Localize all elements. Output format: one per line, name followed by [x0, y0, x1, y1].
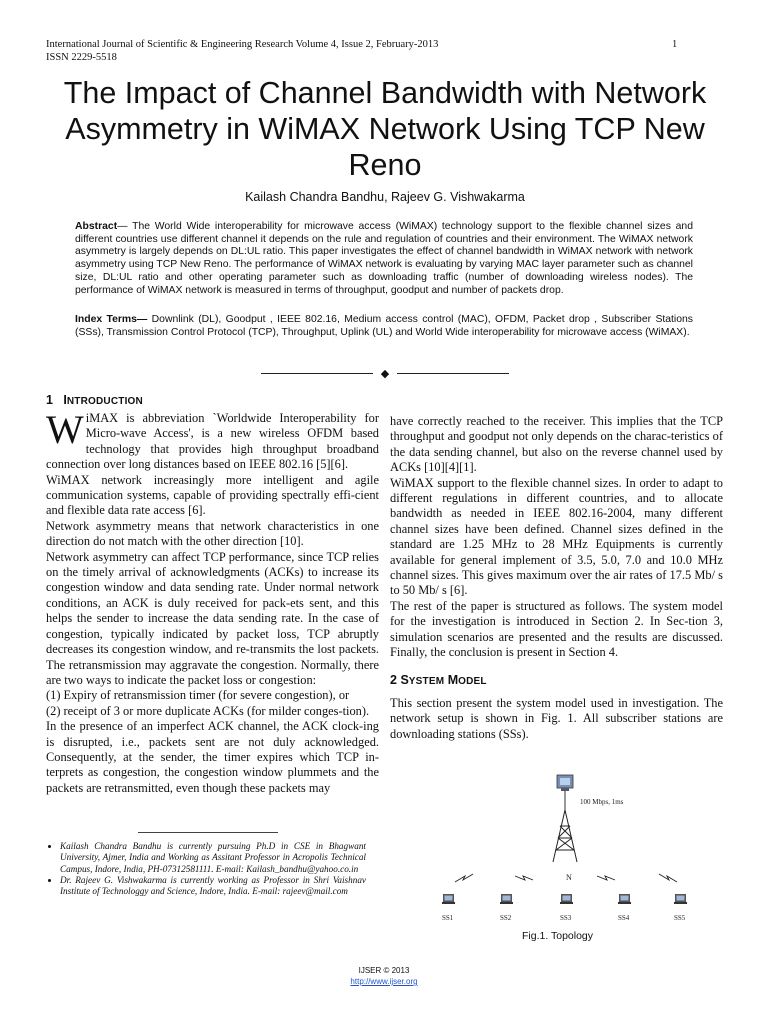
intro-paragraph-2: WiMAX network increasingly more intelligent and agile communication systems, capable of providing spectrally effi-cient and flexible data rate access [6]. [46, 472, 379, 518]
section-rest: ODEL [458, 676, 487, 687]
journal-header: International Journal of Scientific & Engineering Research Volume 4, Issue 2, February-2013 [46, 39, 439, 50]
abstract-lead: Abstract [75, 221, 118, 232]
intro-paragraph-8: have correctly reached to the receiver. This implies that the TCP throughput and goodput not only depends on the charac-teristics of the data sending channel, but also on the reverse channel used by ACKs [10][4][1]. [390, 414, 723, 475]
section-heading-system-model [390, 673, 487, 687]
intro-paragraph-4: Network asymmetry can affect TCP performance, since TCP relies on the timely arrival of acknowledgments (ACKs) to increase its congestion window and data sending rate. Under normal network conditions, an ACK is duly received for pack-ets sent, and this helps the sender to increase the data sending rate. In the case of congestion, typically indicated by packet loss, TCP abruptly decreases its congestion window, and re-transmits the lost packets. The retransmission may aggravate the congestion. Normally, there are two ways to indicate the packet loss or congestion: [46, 549, 379, 687]
link-label: 100 Mbps, 1ms [580, 798, 624, 806]
intro-paragraph-5: (1) Expiry of retransmission timer (for severe congestion), or [46, 688, 350, 703]
server-icon [557, 775, 573, 791]
index-terms-text: Downlink (DL), Goodput , IEEE 802.16, Medium access control (MAC), OFDM, Packet drop , Subscriber Stations (SSs), Transmission Control Protocol (TCP), Throughput, Uplink (UL) and World Wide interoperability for microwave access (WiMAX). [75, 314, 693, 338]
section-initial: I [63, 393, 67, 407]
intro-paragraph-3: Network asymmetry means that network characteristics in one direction do not match with the other direction [10]. [46, 518, 379, 549]
right-column-text [390, 414, 723, 661]
subscriber-station-icons [442, 894, 687, 904]
footnote-rule [138, 832, 278, 833]
footer-copyright: IJSER © 2013 [358, 966, 410, 975]
station-label: SS2 [500, 914, 512, 922]
intro-paragraph-10: The rest of the paper is structured as follows. The system model for the investigation is introduced in Section 2. In Sec-tion 3, simulation scenarios are presented and the results are discussed. Finally, the conclusion is present in Section 4. [390, 598, 723, 660]
index-terms-lead: Index Terms— [75, 314, 148, 325]
section-initial: S [400, 673, 409, 687]
figure-caption: Fig.1. Topology [522, 930, 594, 942]
system-model-text [390, 696, 723, 742]
footnotes [46, 841, 366, 897]
divider-line-left [261, 373, 373, 374]
diamond-icon: ◆ [380, 368, 390, 380]
system-model-paragraph-1: This section present the system model used in investigation. The network setup is shown in Fig. 1. All subscriber stations are downloading stations (SSs). [390, 696, 723, 741]
footer-url-link[interactable]: http://www.ijser.org [350, 977, 418, 986]
station-label: SS1 [442, 914, 454, 922]
intro-paragraph-7: In the presence of an imperfect ACK channel, the ACK clock-ing is disrupted, i.e., packets sent are not duly acknowledged. Consequently, at the sender, the timer expires which TCP in-terprets as congestion, the congestion window plummets and the packets are retransmitted, even though these packets may [46, 719, 379, 795]
section-rest: YSTEM [408, 676, 445, 687]
paper-authors: Kailash Chandra Bandhu, Rajeev G. Vishwakarma [245, 190, 525, 204]
station-label: SS5 [674, 914, 686, 922]
section-heading-introduction [46, 393, 143, 407]
intro-paragraph-6: (2) receipt of 3 or more duplicate ACKs (for milder conges-tion). [46, 703, 370, 718]
paper-title: The Impact of Channel Bandwidth with Network Asymmetry in WiMAX Network Using TCP New Reno [63, 76, 707, 182]
station-label: SS3 [560, 914, 572, 922]
section-number: 1 [46, 393, 53, 407]
topology-figure [415, 770, 715, 930]
divider-line-right [397, 373, 509, 374]
tower-label: N [566, 873, 572, 882]
footnote-item: • Dr. Rajeev G. Vishwakarma is currently working as Professor in Shri Vaishnav Institute of Technologgy and Science, Indore, India. E-mail: rajeev@mail.com [60, 875, 366, 898]
tower-icon [553, 810, 577, 862]
drop-cap: W [46, 407, 84, 452]
left-column-text [46, 407, 379, 796]
footnote-item: • Kailash Chandra Bandhu is currently pursuing Ph.D in CSE in Bhagwant University, Ajmer, India and Working as Assitant Professor in Acropolis Technical Campus, Indore, India, PH-07312581111. E-mail: Kailash_bandhu@yahoo.co.in [60, 841, 366, 875]
section-initial: M [447, 673, 459, 687]
intro-paragraph-9: WiMAX support to the flexible channel sizes. In order to adapt to different regulations in different countries, and to allocate bandwidth as needed in IEEE 802.16-2004, many different channel sizes have been defined. Channel sizes defined in the standard are 1.25 MHz to 28 MHz Equipments is currently available for general implement of 3.5, 5.0, 7.0 and 10.0 MHz channel sizes. This gives maximum over the air rates of 17.5 Mb/ s to 50 Mb/ s [6]. [390, 475, 723, 598]
section-divider [245, 367, 525, 379]
section-number: 2 [390, 673, 397, 687]
section-rest: NTRODUCTION [66, 396, 143, 407]
abstract-text: — The World Wide interoperability for microwave access (WiMAX) technology support to the flexible channel sizes and different countries use different channel it depends on the rule and regulation of countries and their environment. The WiMAX network asymmetry is largely depends on DL:UL ratio. This paper investigates the effect of channel bandwidth in WiMAX network with network asymmetry using TCP New Reno. The performance of WiMAX network is evaluating by varying MAC layer parameter such as channel size, DL:UL ratio and other operating parameter such as downloading traffic (number of downloading wireless nodes). The performance of WiMAX network is measured in terms of throughput, goodput and number of packets drop. [75, 221, 693, 296]
issn-header: ISSN 2229-5518 [46, 52, 117, 63]
intro-paragraph-1: WiMAX is abbreviation `Worldwide Interoperability for Micro-wave Access', is a new wireless OFDM based technology that provides high throughput broadband connection over long distances based on IEEE 802.16 [5][6]. [46, 407, 379, 472]
station-label: SS4 [618, 914, 630, 922]
index-terms [75, 314, 693, 339]
abstract [75, 221, 693, 297]
page-number: 1 [672, 39, 678, 50]
